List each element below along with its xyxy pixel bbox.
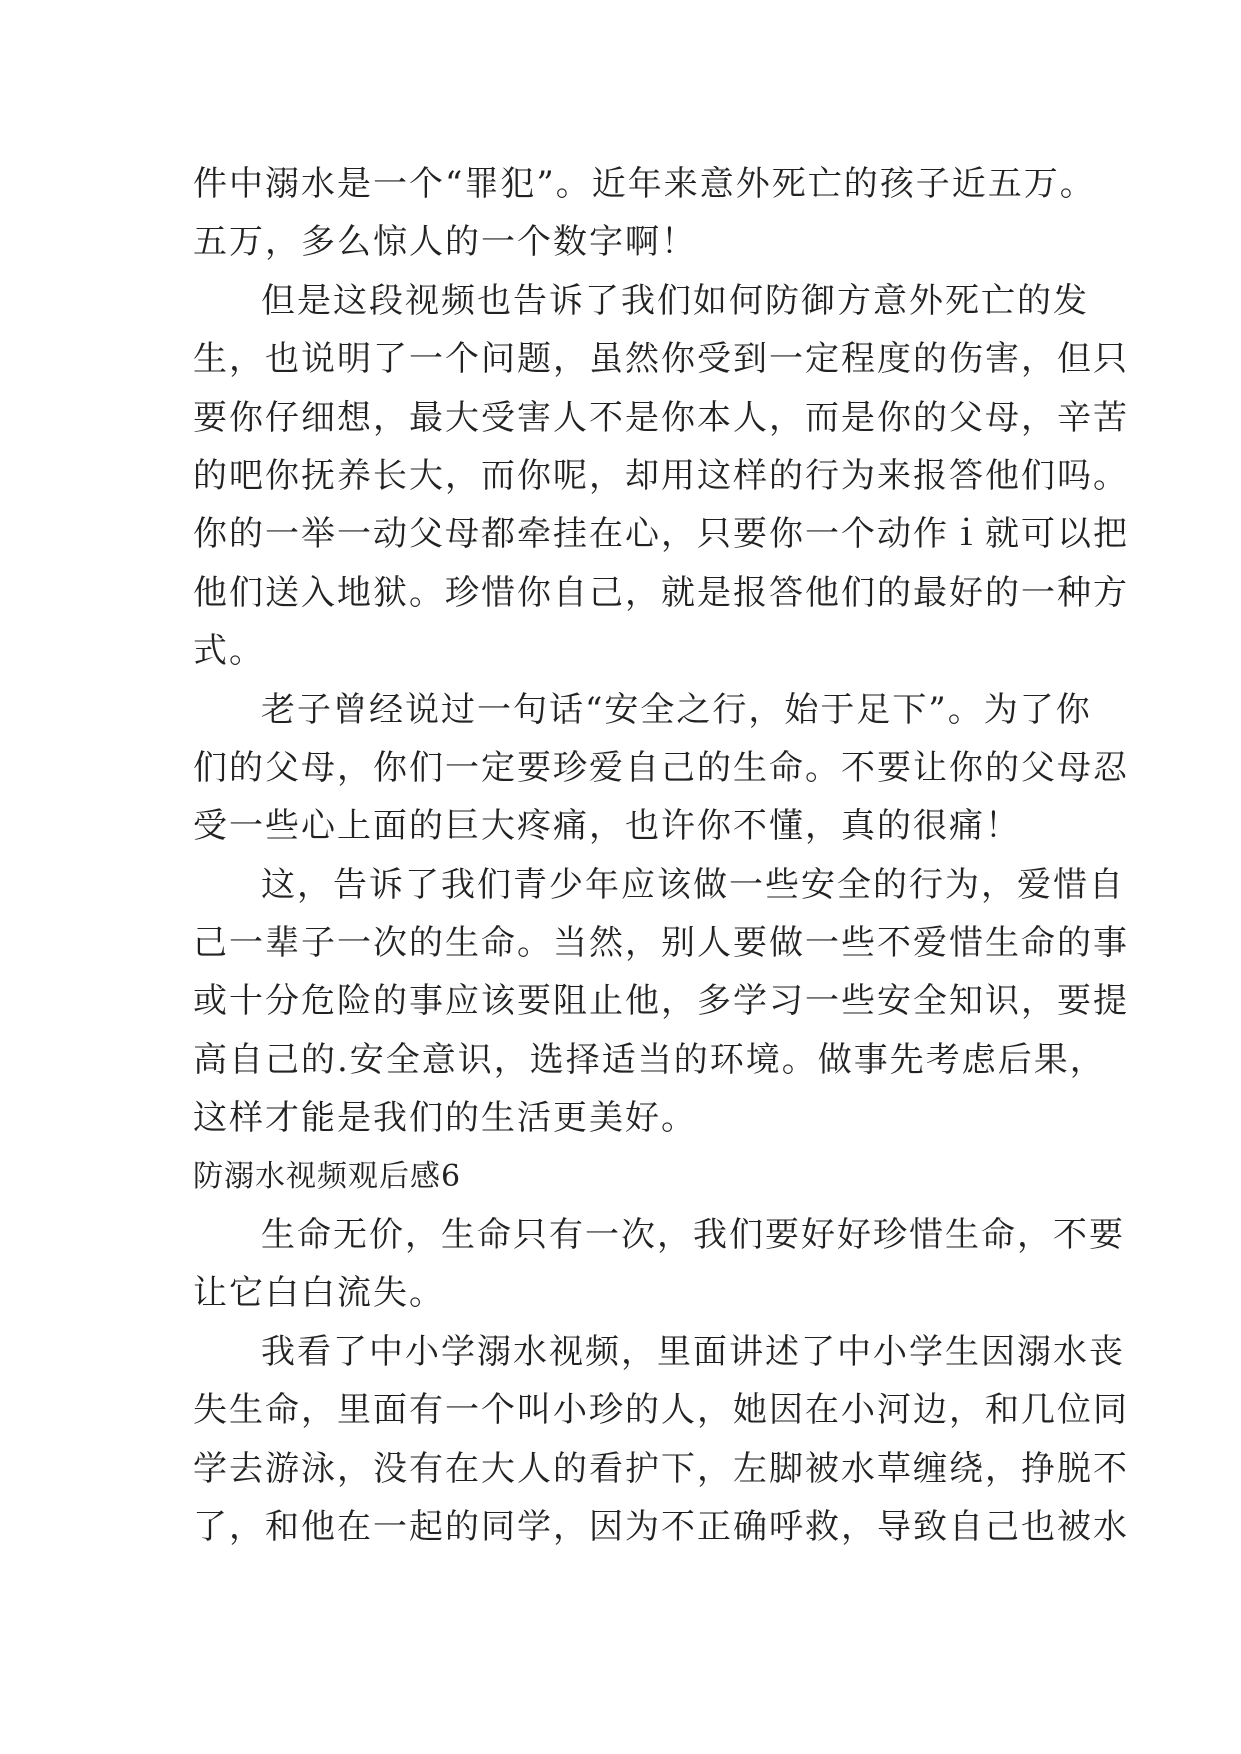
document-body — [193, 155, 1129, 1556]
text-line: 生，也说明了一个问题，虽然你受到一定程度的伤害，但只 — [193, 339, 1129, 380]
heading-text: 防溺水视频观后感6 — [193, 1158, 462, 1194]
paragraph — [193, 155, 1096, 272]
text-line: 让它白白流失。 — [193, 1273, 445, 1314]
paragraph — [193, 1206, 1125, 1323]
text-line: 这，告诉了我们青少年应该做一些安全的行为，爱惜自 — [261, 864, 1125, 905]
text-line: 他们送入地狱。珍惜你自己，就是报答他们的最好的一种方 — [193, 572, 1129, 613]
text-line: 我看了中小学溺水视频，里面讲述了中小学生因溺水丧 — [261, 1331, 1125, 1372]
text-line: 己一辈子一次的生命。当然，别人要做一些不爱惜生命的事 — [193, 923, 1129, 964]
text-line: 或十分危险的事应该要阻止他，多学习一些安全知识，要提 — [193, 981, 1129, 1022]
text-line: 失生命，里面有一个叫小珍的人，她因在小河边，和几位同 — [193, 1390, 1129, 1431]
text-line: 生命无价，生命只有一次，我们要好好珍惜生命，不要 — [261, 1215, 1125, 1256]
text-line: 们的父母，你们一定要珍爱自己的生命。不要让你的父母忍 — [193, 747, 1129, 788]
text-line: 式。 — [193, 631, 265, 672]
text-line: 件中溺水是一个“罪犯”。近年来意外死亡的孩子近五万。 — [193, 164, 1096, 204]
text-line: 要你仔细想，最大受害人不是你本人，而是你的父母，辛苦 — [193, 397, 1129, 438]
text-line: 学去游泳，没有在大人的看护下，左脚被水草缠绕，挣脱不 — [193, 1448, 1129, 1489]
text-line: 你的一举一动父母都牵挂在心，只要你一个动作ｉ就可以把 — [193, 514, 1129, 555]
paragraph — [193, 681, 1129, 856]
text-line: 这样才能是我们的生活更美好。 — [193, 1098, 697, 1139]
paragraph — [193, 272, 1129, 681]
text-line: 但是这段视频也告诉了我们如何防御方意外死亡的发 — [261, 280, 1089, 321]
text-line: 五万，多么惊人的一个数字啊！ — [193, 222, 697, 263]
section-heading — [193, 1148, 1053, 1206]
text-line: 受一些心上面的巨大疼痛，也许你不懂，真的很痛！ — [193, 806, 1021, 847]
text-line: 高自己的.安全意识，选择适当的环境。做事先考虑后果， — [193, 1039, 1106, 1080]
text-line: 老子曾经说过一句话“安全之行，始于足下”。为了你 — [261, 689, 1092, 730]
paragraph — [193, 1323, 1129, 1557]
text-line: 的吧你抚养长大，而你呢，却用这样的行为来报答他们吗。 — [193, 455, 1129, 496]
paragraph — [193, 856, 1129, 1148]
text-line: 了，和他在一起的同学，因为不正确呼救，导致自己也被水 — [193, 1506, 1129, 1547]
